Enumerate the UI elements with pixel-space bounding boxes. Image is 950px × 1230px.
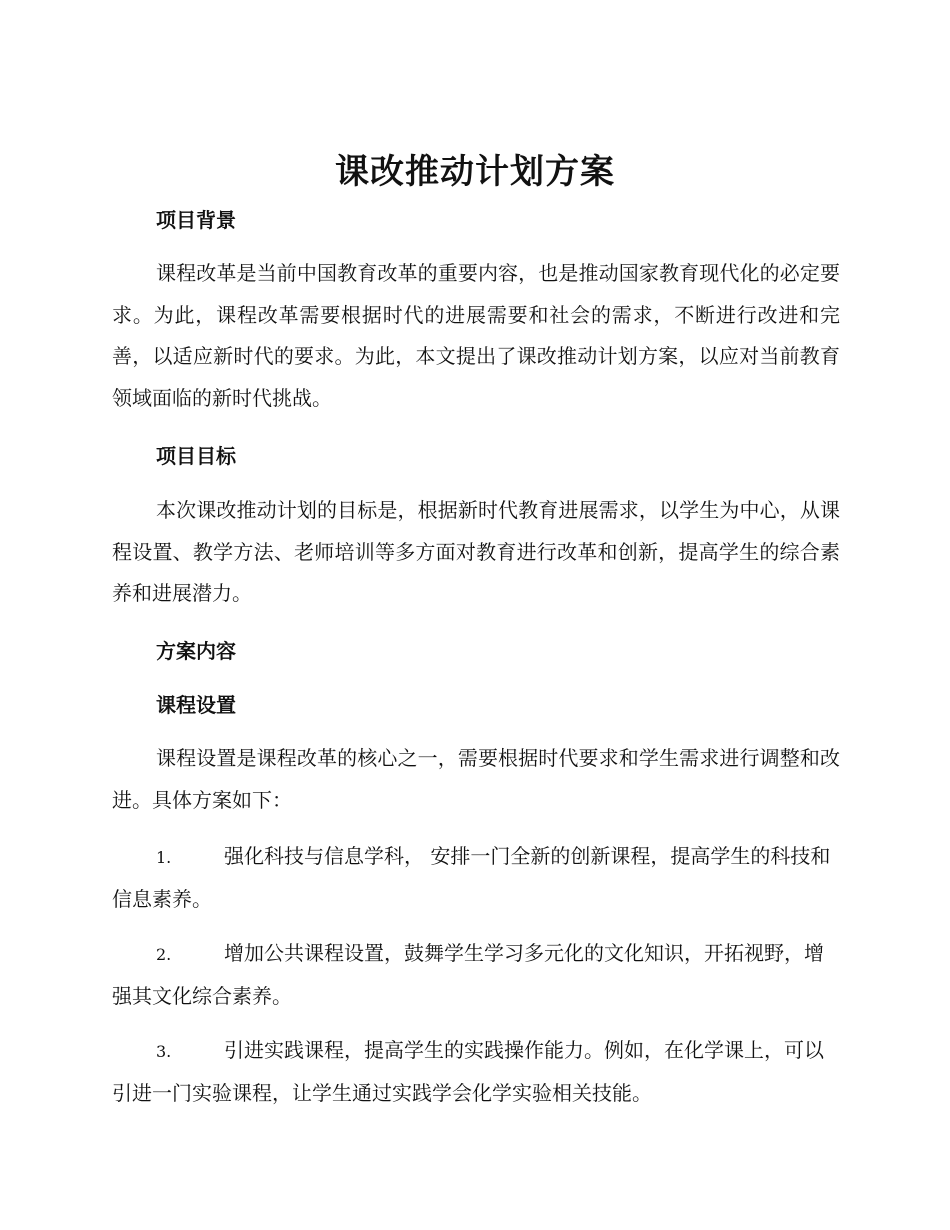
list-item-text: 强化科技与信息学科， 安排一门全新的创新课程，提高学生的科技和信息素养。 [112,844,831,911]
section-heading-goal: 项目目标 [156,444,236,468]
list-number: 3. [156,1042,172,1061]
section-heading-background: 项目背景 [156,208,236,232]
paragraph-curriculum: 课程设置是课程改革的核心之一，需要根据时代要求和学生需求进行调整和改进。具体方案如下： [112,746,840,812]
paragraph-goal: 本次课改推动计划的目标是，根据新时代教育进展需求，以学生为中心，从课程设置、教学方法、老师培训等多方面对教育进行改革和创新，提高学生的综合素养和进展潜力。 [112,498,840,605]
paragraph-background: 课程改革是当前中国教育改革的重要内容，也是推动国家教育现代化的必定要求。为此，课程改革需要根据时代的进展需要和社会的需求，不断进行改进和完善，以适应新时代的要求。为此，本文提出了课改推动计划方案，以应对当前教育领域面临的新时代挑战。 [112,261,840,410]
list-item [112,933,840,1017]
list-item-text: 引进实践课程，提高学生的实践操作能力。例如，在化学课上，可以引进一门实验课程，让学生通过实践学会化学实验相关技能。 [112,1038,824,1105]
document-title: 课改推动计划方案 [335,152,615,192]
list-number: 1. [156,848,172,867]
list-item [112,836,840,920]
section-heading-curriculum: 课程设置 [156,693,236,717]
list-number: 2. [156,945,172,964]
section-heading-content: 方案内容 [156,639,236,663]
list-item [112,1030,840,1114]
list-item-text: 增加公共课程设置，鼓舞学生学习多元化的文化知识，开拓视野，增强其文化综合素养。 [112,941,824,1008]
